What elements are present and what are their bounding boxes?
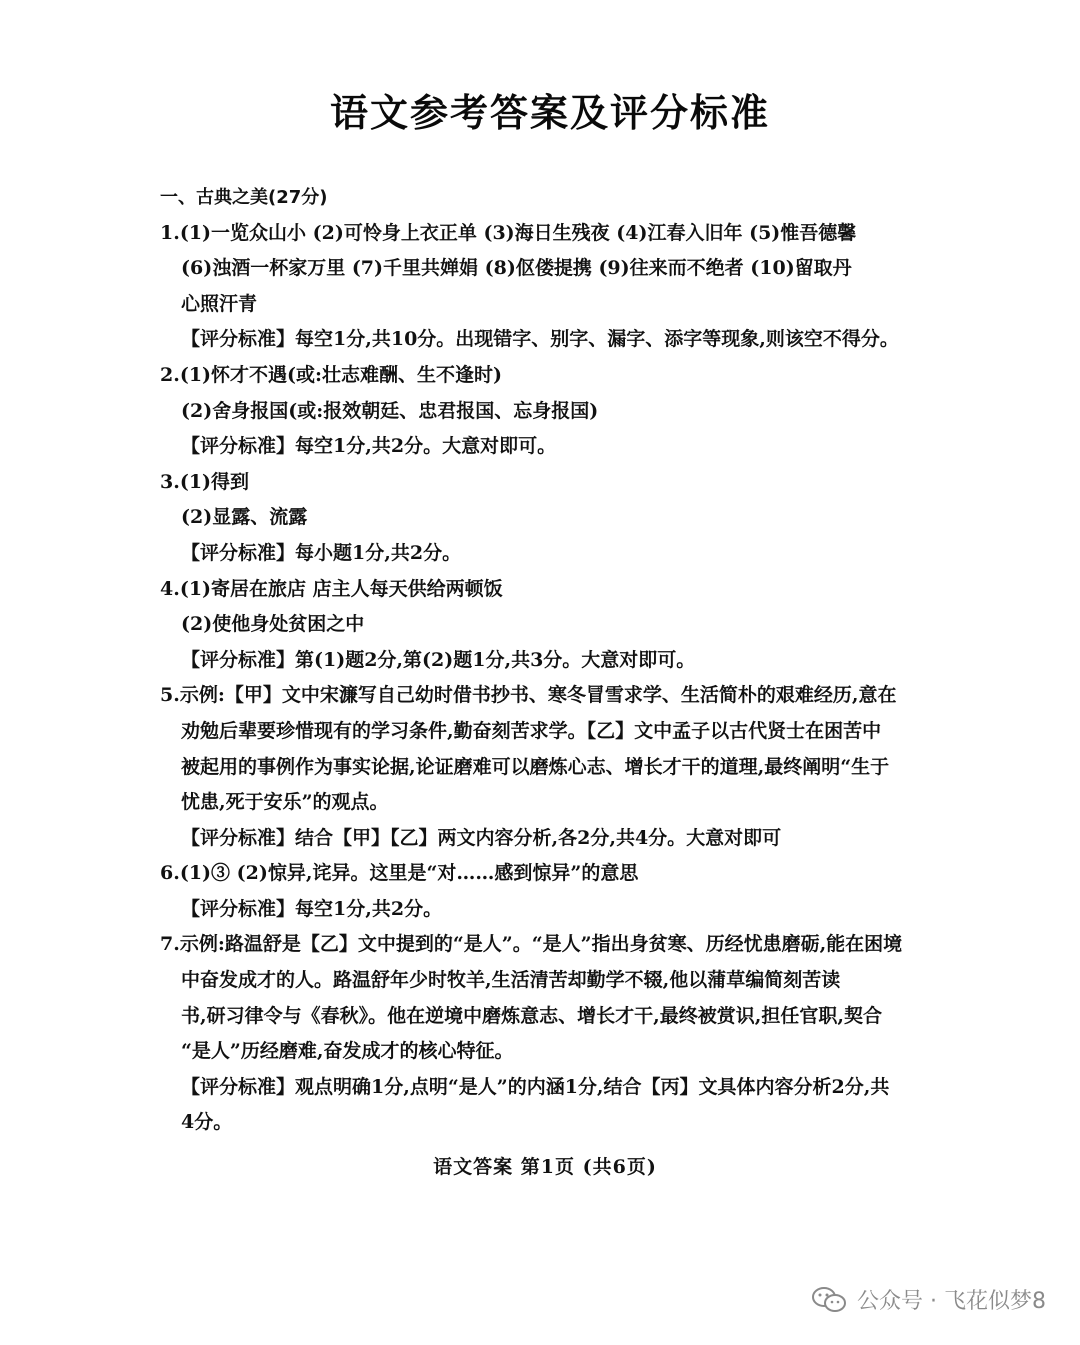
scoring-label: 【评分标准】 — [181, 1075, 296, 1098]
q2-line-2: (2)舍身报国(或:报效朝廷、忠君报国、忘身报国) — [181, 399, 599, 422]
q3-line-2: (2)显露、流露 — [181, 506, 308, 529]
q4-scoring-standard — [160, 643, 940, 679]
scoring-text: 每空1分,共10分。出现错字、别字、漏字、添字等现象,则该空不得分。 — [295, 328, 899, 351]
q7-line-1: 7.示例:路温舒是【乙】文中提到的“是人”。“是人”指出身贫寒、历经忧患磨砺,能在困境 — [160, 933, 903, 956]
q5-line-2: 劝勉后辈要珍惜现有的学习条件,勤奋刻苦求学。【乙】文中孟子以古代贤士在困苦中 — [181, 719, 882, 742]
q5-line-1: 5.示例:【甲】文中宋濂写自己幼时借书抄书、寒冬冒雪求学、生活简朴的艰难经历,意在 — [160, 684, 897, 707]
page-title: 语文参考答案及评分标准 — [329, 91, 770, 135]
scoring-text: 第(1)题2分,第(2)题1分,共3分。大意对即可。 — [295, 648, 696, 671]
q4-line-1: 4.(1)寄居在旅店 店主人每天供给两顿饭 — [160, 577, 503, 600]
q4-line-2: (2)使他身处贫困之中 — [181, 613, 365, 636]
q5-scoring-standard — [160, 821, 940, 857]
scoring-label: 【评分标准】 — [181, 648, 296, 671]
page-footer: 语文答案 第1页 (共6页) — [433, 1156, 657, 1178]
scoring-label: 【评分标准】 — [181, 541, 296, 564]
q7-scoring-standard — [160, 1070, 940, 1106]
section-heading: 一、古典之美(27分) — [160, 187, 328, 208]
q6-scoring-standard — [160, 892, 940, 928]
q6-line-1: 6.(1)③ (2)惊异,诧异。这里是“对……感到惊异”的意思 — [160, 862, 639, 885]
scoring-text: 结合【甲】【乙】两文内容分析,各2分,共4分。大意对即可 — [295, 826, 782, 849]
q7-line-3: 书,研习律令与《春秋》。他在逆境中磨炼意志、增长才干,最终被赏识,担任官职,契合 — [181, 1004, 882, 1027]
q1-scoring-standard — [160, 322, 940, 358]
q1-line-1: 1.(1)一览众山小 (2)可怜身上衣正单 (3)海日生残夜 (4)江春入旧年 (5)惟吾德馨 — [160, 221, 857, 244]
scoring-text: 每小题1分,共2分。 — [295, 541, 462, 564]
q7-line-2: 中奋发成才的人。路温舒年少时牧羊,生活清苦却勤学不辍,他以蒲草编简刻苦读 — [181, 969, 841, 992]
q7-scoring-standard-cont: 4分。 — [181, 1111, 233, 1134]
q1-line-2: (6)浊酒一杯家万里 (7)千里共婵娟 (8)伛偻提携 (9)往来而不绝者 (10)留取丹 — [181, 257, 852, 280]
scoring-text: 观点明确1分,点明“是人”的内涵1分,结合【丙】文具体内容分析2分,共 — [295, 1075, 890, 1098]
q5-line-3: 被起用的事例作为事实论据,论证磨难可以磨炼心志、增长才干的道理,最终阐明“生于 — [181, 755, 890, 778]
answer-content — [160, 180, 940, 1141]
q1-line-3: 心照汗青 — [181, 292, 258, 315]
wechat-icon — [811, 1285, 847, 1315]
scoring-text: 每空1分,共2分。大意对即可。 — [295, 435, 557, 458]
watermark — [811, 1284, 1046, 1315]
q2-scoring-standard — [160, 429, 940, 465]
q7-line-4: “是人”历经磨难,奋发成才的核心特征。 — [181, 1040, 514, 1063]
q3-line-1: 3.(1)得到 — [160, 470, 250, 493]
scoring-label: 【评分标准】 — [181, 826, 296, 849]
q2-line-1: 2.(1)怀才不遇(或:壮志难酬、生不逢时) — [160, 363, 503, 386]
q5-line-4: 忧患,死于安乐”的观点。 — [181, 791, 389, 814]
scoring-label: 【评分标准】 — [181, 328, 296, 351]
scoring-text: 每空1分,共2分。 — [295, 897, 443, 920]
scoring-label: 【评分标准】 — [181, 435, 296, 458]
q3-scoring-standard — [160, 536, 940, 572]
watermark-text: 公众号 · 飞花似梦8 — [857, 1289, 1046, 1314]
scoring-label: 【评分标准】 — [181, 897, 296, 920]
